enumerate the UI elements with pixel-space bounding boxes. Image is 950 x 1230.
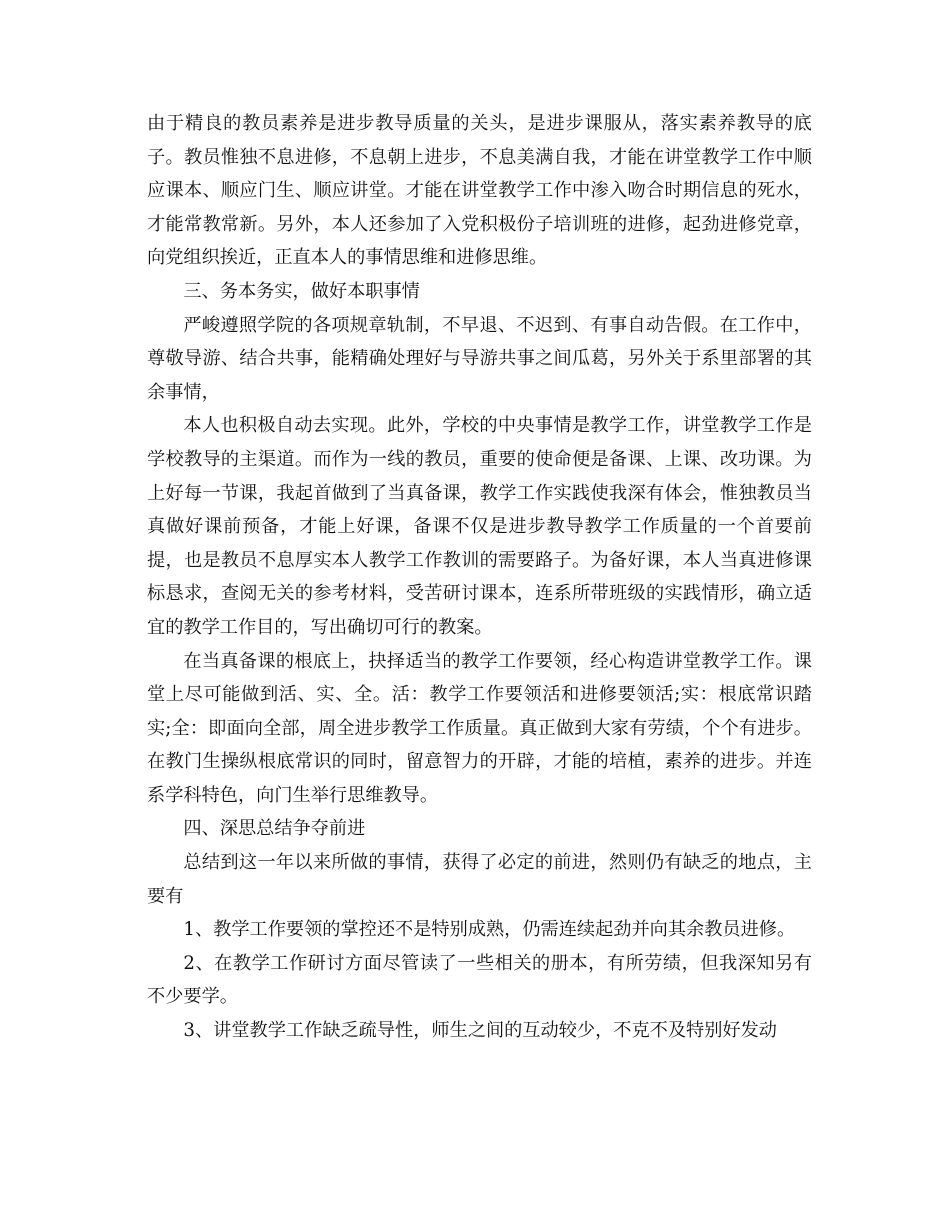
list-item-3: 3、讲堂教学工作缺乏疏导性，师生之间的互动较少，不克不及特别好发动: [183, 1020, 777, 1042]
paragraph-teaching: 本人也积极自动去实现。此外，学校的中央事情是教学工作，讲堂教学工作是学校教导的主渠道。而作为一线的教员，重要的使命便是备课、上课、改功课。为上好每一节课，我起首做到了当真备课，教学工作实践使我深有体会，惟独教员当真做好课前预备，才能上好课，备课不仅是进步教导教学工作质量的一个首要前提，也是教员不息厚实本人教学工作教训的需要路子。为备好课，本人当真进修课标恳求，查阅无关的参考材料，受苦研讨课本，连系所带班级的实践情形，确立适宜的教学工作目的，写出确切可行的教案。: [147, 415, 812, 638]
paragraph-intro: 由于精良的教员素养是进步教导质量的关头，是进步课服从，落实素养教导的底子。教员惟独不息进修，不息朝上进步，不息美满自我，才能在讲堂教学工作中顺应课本、顺应门生、顺应讲堂。才能在讲堂教学工作中渗入吻合时期信息的死水，才能常教常新。另外，本人还参加了入党积极份子培训班的进修，起劲进修党章，向党组织挨近，正直本人的事情思维和进修思维。: [147, 113, 812, 269]
paragraph-method: 在当真备课的根底上，抉择适当的教学工作要领，经心构造讲堂教学工作。课堂上尽可能做到活、实、全。活：教学工作要领活和进修要领活;实：根底常识踏实;全：即面向全部，周全进步教学工作质量。真正做到大家有劳绩，个个有进步。在教门生操纵根底常识的同时，留意智力的开辟，才能的培植，素养的进步。并连系学科特色，向门生举行思维教导。: [147, 650, 812, 806]
list-item-1: 1、教学工作要领的掌控还不是特别成熟，仍需连续起劲并向其余教员进修。: [183, 919, 796, 941]
document-body: [147, 107, 812, 1048]
section-heading-3: 三、务本务实，做好本职事情: [183, 280, 420, 302]
section-heading-4: 四、深思总结争夺前进: [183, 818, 366, 840]
list-item-2: 2、在教学工作研讨方面尽管读了一些相关的册本，有所劳绩，但我深知另有不少要学。: [147, 952, 812, 1008]
paragraph-summary: 总结到这一年以来所做的事情，获得了必定的前进，然则仍有缺乏的地点，主要有: [147, 852, 812, 907]
paragraph-rules: 严峻遵照学院的各项规章轨制，不早退、不迟到、有事自动告假。在工作中，尊敬导游、结合共事，能精确处理好与导游共事之间瓜葛，另外关于系里部署的其余事情，: [147, 314, 812, 403]
